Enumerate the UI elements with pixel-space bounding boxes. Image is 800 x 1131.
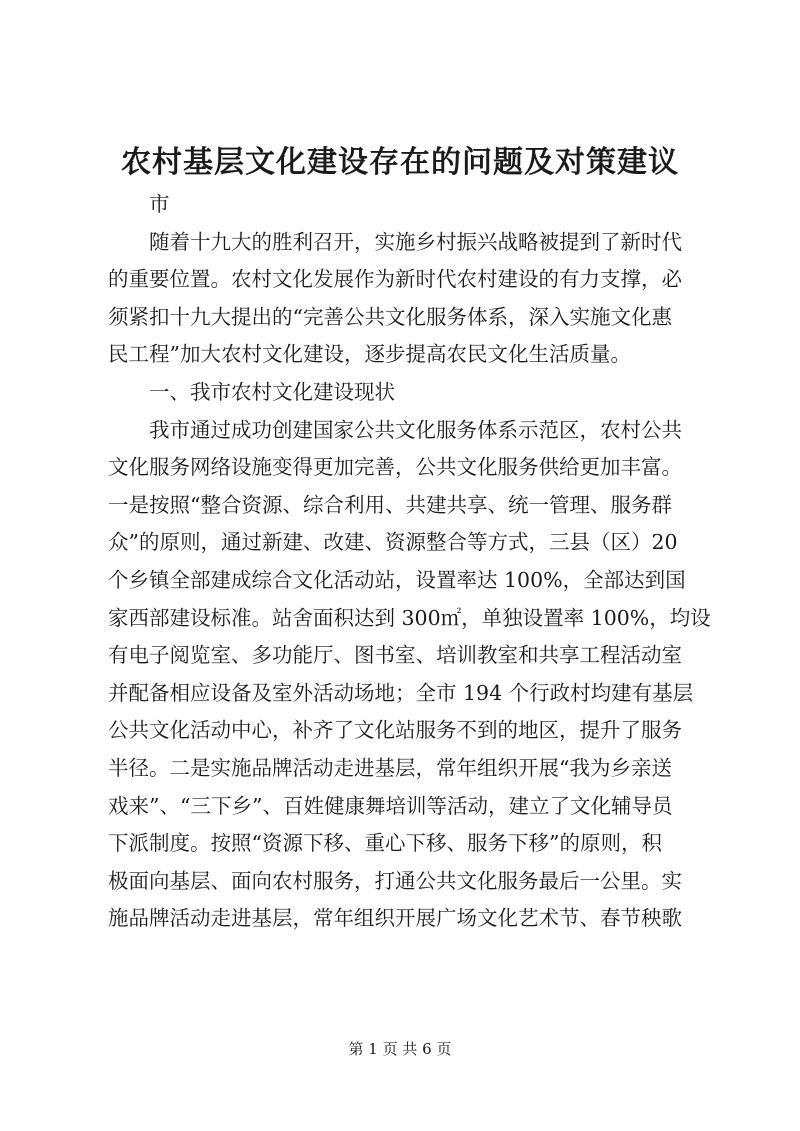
body-line: 须紧扣十九大提出的“完善公共文化服务体系，深入实施文化惠: [108, 304, 672, 329]
body-line: 施品牌活动走进基层，常年组织开展广场文化艺术节、春节秧歌: [108, 906, 682, 931]
body-line: 极面向基层、面向农村服务，打通公共文化服务最后一公里。实: [108, 868, 682, 893]
body-line: 随着十九大的胜利召开，实施乡村振兴战略被提到了新时代: [149, 229, 682, 254]
body-line: 个乡镇全部建成综合文化活动站，设置率达 100%，全部达到国: [108, 567, 686, 592]
author-line: 市: [149, 192, 170, 216]
body-line: 下派制度。按照“资源下移、重心下移、服务下移”的原则，积: [108, 831, 662, 856]
body-line: 公共文化活动中心，补齐了文化站服务不到的地区，提升了服务: [108, 718, 682, 743]
section-heading: 一、我市农村文化建设现状: [149, 379, 395, 404]
body-line: 半径。二是实施品牌活动走进基层，常年组织开展“我为乡亲送: [108, 755, 672, 780]
body-line: 的重要位置。农村文化发展作为新时代农村建设的有力支撑，必: [108, 267, 682, 292]
page-number-footer: 第 1 页 共 6 页: [348, 1040, 452, 1058]
body-line: 众”的原则，通过新建、改建、资源整合等方式，三县（区）20: [108, 530, 678, 555]
body-line: 民工程”加大农村文化建设，逐步提高农民文化生活质量。: [108, 342, 631, 367]
body-line: 并配备相应设备及室外活动场地；全市 194 个行政村均建有基层: [108, 680, 694, 705]
body-line: 文化服务网络设施变得更加完善，公共文化服务供给更加丰富。: [108, 455, 682, 480]
body-line: 我市通过成功创建国家公共文化服务体系示范区，农村公共: [149, 417, 682, 442]
body-line: 戏来”、“三下乡”、百姓健康舞培训等活动，建立了文化辅导员: [108, 793, 673, 818]
document-body: [108, 186, 712, 938]
body-line: 家西部建设标准。站舍面积达到 300㎡，单独设置率 100%，均设: [108, 605, 711, 630]
body-line: 一是按照“整合资源、综合利用、共建共享、统一管理、服务群: [108, 492, 672, 517]
document-title: 农村基层文化建设存在的问题及对策建议: [121, 145, 679, 180]
body-line: 有电子阅览室、多功能厅、图书室、培训教室和共享工程活动室: [108, 643, 682, 668]
